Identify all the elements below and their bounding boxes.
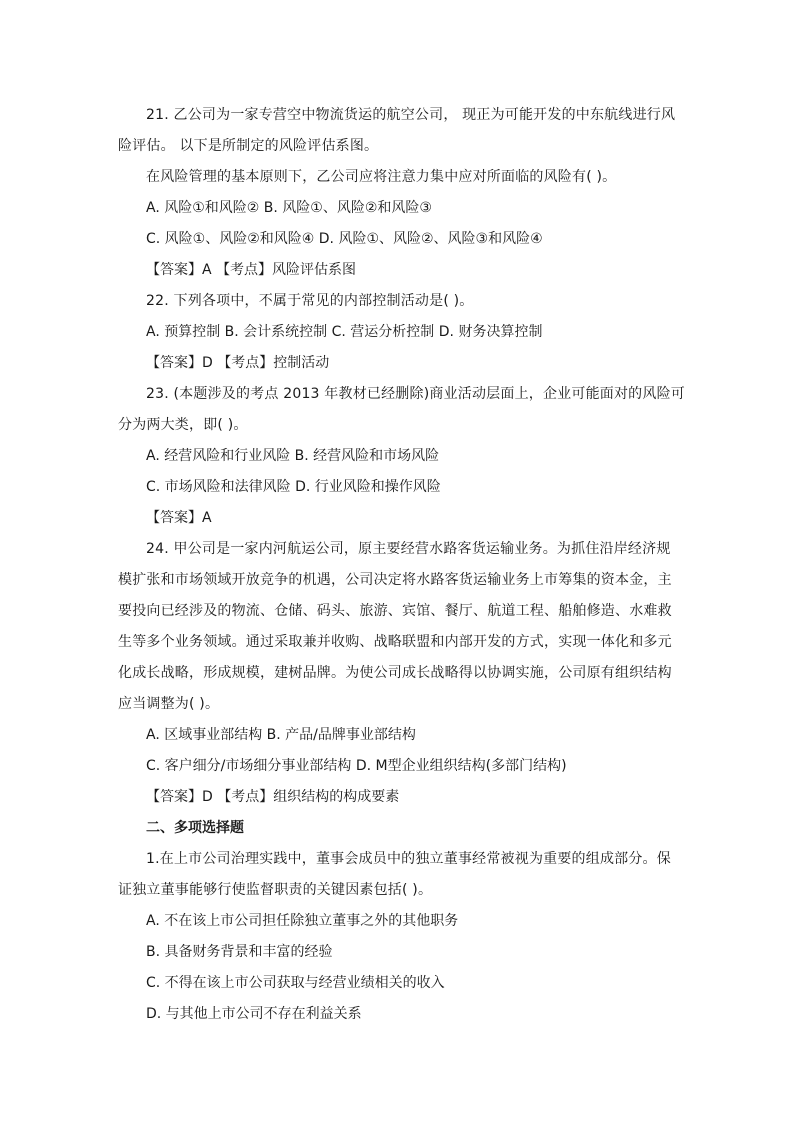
mq1-line-1: 1.在上市公司治理实践中，董事会成员中的独立董事经常被视为重要的组成部分。保 (146, 851, 671, 867)
q22-options: A. 预算控制 B. 会计系统控制 C. 营运分析控制 D. 财务决算控制 (146, 324, 543, 340)
q23-answer: 【答案】A (146, 510, 212, 526)
q24-line-1: 24. 甲公司是一家内河航运公司，原主要经营水路客货运输业务。为抓住沿岸经济规 (146, 541, 671, 557)
q22-question: 22. 下列各项中，不属于常见的内部控制活动是( )。 (146, 293, 474, 309)
q21-line-2: 险评估。 以下是所制定的风险评估系图。 (118, 138, 379, 154)
q21-answer: 【答案】A 【考点】风险评估系图 (146, 262, 357, 278)
mq1-line-2: 证独立董事能够行使监督职责的关键因素包括( )。 (118, 882, 433, 898)
q24-answer: 【答案】D 【考点】组织结构的构成要素 (146, 789, 400, 805)
q21-options-cd: C. 风险①、风险②和风险④ D. 风险①、风险②、风险③和风险④ (146, 231, 543, 247)
q21-question: 在风险管理的基本原则下，乙公司应将注意力集中应对所面临的风险有( )。 (146, 169, 617, 185)
q24-line-4: 生等多个业务领域。通过采取兼并收购、战略联盟和内部开发的方式，实现一体化和多元 (118, 634, 672, 650)
q23-line-2: 分为两大类，即( )。 (118, 417, 248, 433)
q24-line-6: 应当调整为( )。 (118, 696, 220, 712)
mq1-option-a: A. 不在该上市公司担任除独立董事之外的其他职务 (146, 913, 459, 929)
q24-options-ab: A. 区域事业部结构 B. 产品/品牌事业部结构 (146, 727, 416, 743)
q24-line-5: 化成长战略，形成规模，建树品牌。为使公司成长战略得以协调实施，公司原有组织结构 (118, 665, 672, 681)
q23-options-cd: C. 市场风险和法律风险 D. 行业风险和操作风险 (146, 479, 441, 495)
q24-line-3: 要投向已经涉及的物流、仓储、码头、旅游、宾馆、餐厅、航道工程、船舶修造、水难救 (118, 603, 672, 619)
q24-line-2: 模扩张和市场领域开放竞争的机遇，公司决定将水路客货运输业务上市筹集的资本金，主 (118, 572, 672, 588)
q23-options-ab: A. 经营风险和行业风险 B. 经营风险和市场风险 (146, 448, 440, 464)
q21-line-1: 21. 乙公司为一家专营空中物流货运的航空公司， 现正为可能开发的中东航线进行风 (146, 107, 676, 123)
mq1-option-b: B. 具备财务背景和丰富的经验 (146, 944, 333, 960)
q21-options-ab: A. 风险①和风险② B. 风险①、风险②和风险③ (146, 200, 432, 216)
section-heading-multiple-choice: 二、多项选择题 (146, 820, 244, 836)
document-body (118, 100, 685, 1030)
mq1-option-d: D. 与其他上市公司不存在利益关系 (146, 1006, 362, 1022)
q23-line-1: 23. (本题涉及的考点 2013 年教材已经删除)商业活动层面上，企业可能面对的风险可 (146, 386, 685, 402)
q24-options-cd: C. 客户细分/市场细分事业部结构 D. M型企业组织结构(多部门结构) (146, 758, 567, 774)
q22-answer: 【答案】D 【考点】控制活动 (146, 355, 330, 371)
mq1-option-c: C. 不得在该上市公司获取与经营业绩相关的收入 (146, 975, 445, 991)
